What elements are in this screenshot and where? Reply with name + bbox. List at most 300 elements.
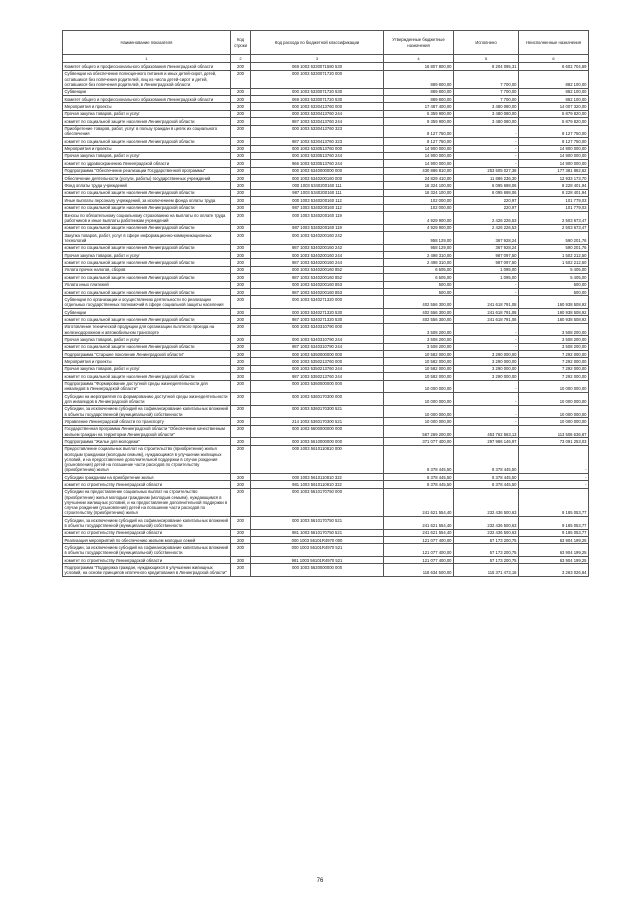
row-classification: 987 1003 5340200160 112: [251, 204, 384, 211]
row-executed: 2 426 226,53: [454, 224, 519, 231]
row-unexecuted: 882 100,00: [519, 95, 589, 102]
row-code: 200: [231, 488, 251, 516]
row-executed: 57 173 200,75: [454, 536, 519, 543]
row-classification: 987 1003 5340200160 242: [251, 244, 384, 251]
table-row: [63, 281, 589, 288]
row-classification: 000 1003 5330413760 323: [251, 125, 384, 138]
row-approved: 3 508 200,00: [384, 343, 454, 350]
row-classification: 987 1003 5340271320 530: [251, 316, 384, 323]
row-executed: -: [454, 281, 519, 288]
row-executed: 241 618 791,08: [454, 308, 519, 315]
row-executed: 987 097,50: [454, 259, 519, 266]
column-number: 6: [519, 55, 589, 63]
row-classification: 000 1003 5610170750 000: [251, 488, 384, 516]
row-code: 200: [231, 373, 251, 380]
row-executed: 8 378 445,50: [454, 481, 519, 488]
row-classification: 000 1003 5340200160 244: [251, 251, 384, 258]
row-approved: 958 129,00: [384, 244, 454, 251]
table-row: [63, 365, 589, 372]
row-unexecuted: 2 503 673,47: [519, 224, 589, 231]
table-row: [63, 182, 589, 189]
table-row: [63, 110, 589, 117]
row-name: комитет по социальной защите населения Ленинградской области: [63, 259, 231, 266]
row-unexecuted: 5 879 820,00: [519, 110, 589, 117]
row-name: Изготовление технической продукции для организации льготного проезда на железнодорожном и автомобильном транспорте: [63, 323, 231, 336]
row-classification: 987 1003 5330413760 244: [251, 118, 384, 125]
table-row: [63, 152, 589, 159]
row-code: 200: [231, 323, 251, 336]
table-row: [63, 380, 589, 393]
row-code: 200: [231, 393, 251, 406]
budget-table: [62, 30, 589, 577]
table-row: [63, 125, 589, 138]
row-executed: 6 095 698,06: [454, 182, 519, 189]
row-classification: 981 1003 5610170750 521: [251, 529, 384, 536]
row-code: 200: [231, 438, 251, 445]
row-name: Управление Ленинградской области по транспорту: [63, 418, 231, 425]
row-code: 200: [231, 145, 251, 152]
row-unexecuted: 1 502 212,50: [519, 259, 589, 266]
row-approved: 241 621 554,40: [384, 529, 454, 536]
row-unexecuted: 500,00: [519, 288, 589, 295]
row-executed: -: [454, 288, 519, 295]
table-row: [63, 167, 589, 174]
table-body: [63, 63, 589, 577]
row-executed: 7 700,00: [454, 88, 519, 95]
row-name: Мероприятия и проекты: [63, 358, 231, 365]
row-code: 200: [231, 212, 251, 225]
row-classification: 000 1003 5340200160 242: [251, 232, 384, 245]
row-name: Предоставление социальных выплат на строительство (приобретение) жилья молодым гражданам (молодым семьям), нуждающимся в улучшении жилищных условий, и на предоставление дополнительной поддержки в случае рождения (усыновления) детей на погашение части расходов по строительству (приобретению) жилья: [63, 445, 231, 473]
row-name: Субвенции: [63, 88, 231, 95]
row-executed: -: [454, 418, 519, 425]
row-classification: 000 1003 5360000000 000: [251, 380, 384, 393]
row-executed: -: [454, 323, 519, 336]
row-name: Субсидии, за исключением субсидий на софинансирование капитальных вложений в объекты государственной (муниципальной) собственности: [63, 516, 231, 529]
row-approved: 24 829 410,00: [384, 175, 454, 182]
row-approved: 8 378 445,50: [384, 445, 454, 473]
row-executed: -: [454, 343, 519, 350]
row-code: 200: [231, 70, 251, 88]
row-name: Субвенции по организации и осуществлению деятельности по реализации отдельных государственных полномочий в сфере социальной защиты населения: [63, 296, 231, 309]
row-classification: 000 1003 5340200160 119: [251, 212, 384, 225]
header-executed: Исполнено: [454, 31, 519, 55]
table-row: [63, 564, 589, 577]
row-classification: 987 1003 5340200160 119: [251, 224, 384, 231]
row-code: 200: [231, 266, 251, 273]
row-classification: 000 1003 5330513760 244: [251, 152, 384, 159]
row-classification: 069 1003 5330071720 530: [251, 95, 384, 102]
row-executed: 11 886 236,30: [454, 175, 519, 182]
table-row: [63, 63, 589, 70]
row-approved: 4 929 900,00: [384, 212, 454, 225]
table-row: [63, 405, 589, 418]
row-approved: 2 498 310,00: [384, 251, 454, 258]
row-unexecuted: 7 292 000,00: [519, 365, 589, 372]
table-row: [63, 445, 589, 473]
row-classification: 000 1003 5350213760 000: [251, 358, 384, 365]
row-executed: 297 986 146,97: [454, 438, 519, 445]
row-unexecuted: 177 381 882,62: [519, 167, 589, 174]
row-executed: 3 290 000,00: [454, 351, 519, 358]
row-classification: 987 1003 5340200160 111: [251, 189, 384, 196]
row-executed: 232 436 500,63: [454, 529, 519, 536]
row-classification: 987 1003 5340200160 852: [251, 274, 384, 281]
row-code: 200: [231, 103, 251, 110]
row-executed: 241 618 791,08: [454, 296, 519, 309]
row-classification: 981 1003 56101R4970 521: [251, 556, 384, 563]
table-row: [63, 308, 589, 315]
row-unexecuted: 12 933 173,70: [519, 175, 589, 182]
row-approved: 500,00: [384, 281, 454, 288]
row-classification: 000 1003 5620000000 000: [251, 564, 384, 577]
table-row: [63, 175, 589, 182]
row-executed: 987 097,50: [454, 251, 519, 258]
row-approved: 8 127 750,00: [384, 125, 454, 138]
row-code: 200: [231, 425, 251, 438]
row-approved: 6 505,00: [384, 274, 454, 281]
row-unexecuted: 8 228 401,94: [519, 189, 589, 196]
table-row: [63, 145, 589, 152]
row-executed: 3 290 000,00: [454, 373, 519, 380]
table-row: [63, 536, 589, 543]
row-unexecuted: 14 900 000,00: [519, 145, 589, 152]
table-row: [63, 204, 589, 211]
table-row: [63, 418, 589, 425]
column-number: 2: [231, 55, 251, 63]
row-classification: 000 1003 5340200160 853: [251, 281, 384, 288]
row-code: 200: [231, 110, 251, 117]
row-unexecuted: 160 938 508,92: [519, 296, 589, 309]
row-executed: 1 095,00: [454, 266, 519, 273]
row-approved: 430 886 810,00: [384, 167, 454, 174]
row-classification: 000 1003 5330413760 244: [251, 110, 384, 117]
row-unexecuted: 7 292 000,00: [519, 358, 589, 365]
row-executed: 253 505 027,38: [454, 167, 519, 174]
row-approved: 14 900 000,00: [384, 145, 454, 152]
row-code: 200: [231, 224, 251, 231]
row-name: комитет по социальной защите населения Ленинградской области: [63, 288, 231, 295]
row-unexecuted: 5 405,00: [519, 274, 589, 281]
row-executed: 7 700,00: [454, 95, 519, 102]
row-executed: 3 480 080,00: [454, 103, 519, 110]
row-executed: 6 095 698,06: [454, 189, 519, 196]
column-number-row: [63, 55, 589, 63]
row-unexecuted: 63 904 199,25: [519, 536, 589, 543]
table-row: [63, 481, 589, 488]
table-row: [63, 288, 589, 295]
row-name: Иные выплаты персоналу учреждений, за исключением фонда оплаты труда: [63, 197, 231, 204]
row-code: 200: [231, 556, 251, 563]
row-name: Субсидии на мероприятия по формированию доступной среды жизнедеятельности для инвалидов в Ленинградской области: [63, 393, 231, 406]
table-row: [63, 160, 589, 167]
budget-report-sheet: [62, 30, 588, 577]
row-code: 200: [231, 564, 251, 577]
row-name: Субсидии на предоставление социальных выплат на строительство (приобретение) жилья молодым гражданам (молодым семьям), нуждающимся в улучшении жилищных условий, и на предоставление дополнительной поддержки в случае рождения (усыновления) детей на погашение части расходов по строительству (приобретению) жилья: [63, 488, 231, 516]
row-approved: 16 324 100,00: [384, 182, 454, 189]
header-unexecuted: Неисполненные назначения: [519, 31, 589, 55]
row-unexecuted: -: [519, 481, 589, 488]
table-row: [63, 438, 589, 445]
row-approved: 118 634 500,00: [384, 564, 454, 577]
row-executed: 367 928,24: [454, 244, 519, 251]
row-classification: 981 1003 5610110810 322: [251, 481, 384, 488]
row-code: 200: [231, 288, 251, 295]
table-row: [63, 138, 589, 145]
row-unexecuted: 10 000 000,00: [519, 380, 589, 393]
row-approved: 889 800,00: [384, 88, 454, 95]
row-name: Государственная программа Ленинградской области "Обеспечение качественным жильем граждан на территории Ленинградской области": [63, 425, 231, 438]
row-unexecuted: 10 000 000,00: [519, 405, 589, 418]
row-approved: 17 487 400,00: [384, 103, 454, 110]
row-approved: 9 359 900,00: [384, 118, 454, 125]
row-name: Комитет общего и профессионального образования Ленинградской области: [63, 63, 231, 70]
row-approved: 402 556 300,00: [384, 308, 454, 315]
row-approved: 10 582 000,00: [384, 373, 454, 380]
table-row: [63, 197, 589, 204]
row-code: 200: [231, 474, 251, 481]
row-code: 200: [231, 138, 251, 145]
row-name: Подпрограмма "Поддержка граждан, нуждающихся в улучшении жилищных условий, на основе принципов ипотечного кредитования в Ленинградской области": [63, 564, 231, 577]
row-approved: 3 508 200,00: [384, 336, 454, 343]
row-executed: -: [454, 405, 519, 418]
row-executed: 232 436 500,63: [454, 516, 519, 529]
row-approved: 5 359 900,00: [384, 110, 454, 117]
row-classification: 987 1003 5350213760 244: [251, 373, 384, 380]
row-code: 200: [231, 418, 251, 425]
row-name: Прочая закупка товаров, работ и услуг: [63, 365, 231, 372]
column-number: 1: [63, 55, 231, 63]
row-code: 200: [231, 481, 251, 488]
table-row: [63, 266, 589, 273]
row-name: комитет по социальной защите населения Ленинградской области: [63, 244, 231, 251]
column-number: 4: [384, 55, 454, 63]
row-approved: 2 498 310,00: [384, 259, 454, 266]
row-unexecuted: 14 007 320,00: [519, 103, 589, 110]
row-approved: 16 807 800,00: [384, 63, 454, 70]
row-approved: 8 378 445,50: [384, 481, 454, 488]
row-unexecuted: 9 185 053,77: [519, 529, 589, 536]
row-code: 200: [231, 251, 251, 258]
table-row: [63, 373, 589, 380]
column-number: 5: [454, 55, 519, 63]
row-unexecuted: 10 000 000,00: [519, 393, 589, 406]
row-unexecuted: -: [519, 474, 589, 481]
row-approved: 567 269 200,00: [384, 425, 454, 438]
table-row: [63, 323, 589, 336]
row-name: Мероприятия и проекты: [63, 145, 231, 152]
row-name: Закупка товаров, работ, услуг в сфере информационно-коммуникационных технологий: [63, 232, 231, 245]
row-classification: 000 1003 5340200160 111: [251, 182, 384, 189]
row-code: 200: [231, 308, 251, 315]
row-executed: -: [454, 160, 519, 167]
row-classification: 069 1003 5330071580 530: [251, 63, 384, 70]
row-classification: 000 1003 5330513760 000: [251, 145, 384, 152]
row-name: комитет по социальной защите населения Ленинградской области: [63, 373, 231, 380]
row-code: 200: [231, 95, 251, 102]
row-unexecuted: 9 185 053,77: [519, 516, 589, 529]
row-classification: 000 1003 5610110810 000: [251, 445, 384, 473]
row-unexecuted: 160 938 508,92: [519, 308, 589, 315]
row-approved: 4 929 900,00: [384, 224, 454, 231]
row-executed: -: [454, 125, 519, 138]
row-unexecuted: 3 508 200,00: [519, 343, 589, 350]
row-classification: 000 1003 5330413760 000: [251, 103, 384, 110]
row-executed: 3 290 000,00: [454, 358, 519, 365]
row-unexecuted: 590 201,76: [519, 244, 589, 251]
row-unexecuted: 14 900 000,00: [519, 160, 589, 167]
row-executed: 115 371 473,16: [454, 564, 519, 577]
row-classification: 000 1003 5600000000 000: [251, 425, 384, 438]
row-approved: 10 582 000,00: [384, 365, 454, 372]
row-name: комитет по социальной защите населения Ленинградской области: [63, 274, 231, 281]
row-unexecuted: 8 127 750,00: [519, 125, 589, 138]
row-executed: 220,97: [454, 204, 519, 211]
table-row: [63, 251, 589, 258]
row-classification: 000 1003 5610110810 322: [251, 474, 384, 481]
row-approved: 958 129,00: [384, 232, 454, 245]
table-row: [63, 274, 589, 281]
table-row: [63, 474, 589, 481]
row-classification: 987 1003 5340200160 853: [251, 288, 384, 295]
row-code: 200: [231, 516, 251, 529]
row-name: комитет по строительству Ленинградской области: [63, 481, 231, 488]
row-approved: 402 556 300,00: [384, 316, 454, 323]
row-executed: 3 290 000,00: [454, 365, 519, 372]
row-executed: 1 095,00: [454, 274, 519, 281]
row-name: Подпрограмма "Жилье для молодежи": [63, 438, 231, 445]
row-executed: 8 378 445,50: [454, 445, 519, 473]
table-row: [63, 336, 589, 343]
row-unexecuted: 14 900 000,00: [519, 152, 589, 159]
row-code: 200: [231, 125, 251, 138]
row-executed: -: [454, 145, 519, 152]
row-name: Подпрограмма "Обеспечение реализации Государственной программы": [63, 167, 231, 174]
row-code: 200: [231, 380, 251, 393]
row-unexecuted: 8 228 401,94: [519, 182, 589, 189]
table-row: [63, 351, 589, 358]
row-executed: 3 480 080,00: [454, 110, 519, 117]
row-classification: 000 1003 5330071720 530: [251, 88, 384, 95]
row-code: 200: [231, 152, 251, 159]
row-executed: -: [454, 393, 519, 406]
row-classification: 966 1003 5330513760 244: [251, 160, 384, 167]
row-classification: 000 1003 56101R4970 000: [251, 536, 384, 543]
row-name: Прочая закупка товаров, работ и услуг: [63, 152, 231, 159]
row-executed: -: [454, 138, 519, 145]
row-name: комитет по социальной защите населения Ленинградской области: [63, 204, 231, 211]
row-classification: 000 1003 5340271320 000: [251, 296, 384, 309]
row-classification: 000 1003 5330071720 000: [251, 70, 384, 88]
row-name: комитет по строительству Ленинградской области: [63, 529, 231, 536]
row-code: 200: [231, 118, 251, 125]
row-code: 200: [231, 343, 251, 350]
row-classification: 987 1003 5330413760 323: [251, 138, 384, 145]
row-executed: 241 618 791,08: [454, 316, 519, 323]
table-row: [63, 259, 589, 266]
row-name: Уплата прочих налогов, сборов: [63, 266, 231, 273]
row-code: 200: [231, 445, 251, 473]
row-unexecuted: 7 292 000,00: [519, 373, 589, 380]
row-approved: 10 000 000,00: [384, 393, 454, 406]
row-classification: 987 1003 5340310790 244: [251, 343, 384, 350]
row-classification: 000 1003 5340310790 000: [251, 323, 384, 336]
row-code: 200: [231, 167, 251, 174]
row-executed: -: [454, 380, 519, 393]
row-approved: 102 000,00: [384, 204, 454, 211]
header-class: Код расхода по бюджетной классификации: [251, 31, 384, 55]
row-classification: 000 1003 5350213760 244: [251, 365, 384, 372]
row-unexecuted: 2 503 673,47: [519, 212, 589, 225]
table-row: [63, 103, 589, 110]
table-row: [63, 118, 589, 125]
row-unexecuted: 1 502 212,50: [519, 251, 589, 258]
row-unexecuted: 8 127 750,00: [519, 138, 589, 145]
row-approved: 6 505,00: [384, 266, 454, 273]
row-approved: 500,00: [384, 288, 454, 295]
row-unexecuted: 7 292 000,00: [519, 351, 589, 358]
row-unexecuted: 113 506 636,87: [519, 425, 589, 438]
row-unexecuted: 882 100,00: [519, 70, 589, 88]
row-classification: 000 1003 5360170300 000: [251, 393, 384, 406]
row-unexecuted: 3 508 200,00: [519, 323, 589, 336]
table-row: [63, 544, 589, 557]
row-approved: 10 582 000,00: [384, 358, 454, 365]
row-name: Субсидии, за исключением субсидий на софинансирование капитальных вложений в объекты государственной (муниципальной) собственности: [63, 544, 231, 557]
table-row: [63, 224, 589, 231]
row-unexecuted: 101 779,03: [519, 204, 589, 211]
header-approved: Утвержденные бюджетные назначения: [384, 31, 454, 55]
table-row: [63, 244, 589, 251]
row-approved: 10 000 000,00: [384, 380, 454, 393]
row-executed: 220,97: [454, 197, 519, 204]
row-executed: 3 480 080,00: [454, 118, 519, 125]
table-row: [63, 556, 589, 563]
row-unexecuted: 5 879 820,00: [519, 118, 589, 125]
row-approved: 10 000 000,00: [384, 418, 454, 425]
row-approved: 402 556 300,00: [384, 296, 454, 309]
row-code: 200: [231, 160, 251, 167]
row-executed: 232 436 500,63: [454, 488, 519, 516]
row-approved: 121 077 400,00: [384, 544, 454, 557]
row-name: Приобретение товаров, работ, услуг в пользу граждан в целях их социального обеспечения: [63, 125, 231, 138]
row-name: комитет по социальной защите населения Ленинградской области: [63, 138, 231, 145]
row-classification: 987 1003 5340200160 244: [251, 259, 384, 266]
row-classification: 000 1003 5340200160 000: [251, 175, 384, 182]
row-classification: 000 1003 5340271320 530: [251, 308, 384, 315]
row-classification: 000 1003 5340000000 000: [251, 167, 384, 174]
row-name: комитет по социальной защите населения Ленинградской области: [63, 118, 231, 125]
table-header-row: [63, 31, 589, 55]
row-classification: 214 1003 5360170300 521: [251, 418, 384, 425]
row-code: 200: [231, 336, 251, 343]
row-unexecuted: 63 904 199,25: [519, 556, 589, 563]
row-code: 200: [231, 204, 251, 211]
row-code: 200: [231, 175, 251, 182]
row-name: комитет по социальной защите населения Ленинградской области: [63, 316, 231, 323]
row-unexecuted: 882 100,00: [519, 88, 589, 95]
table-row: [63, 316, 589, 323]
row-name: Подпрограмма "Формирование доступной среды жизнедеятельности для инвалидов в Ленинградской области": [63, 380, 231, 393]
row-name: Прочая закупка товаров, работ и услуг: [63, 110, 231, 117]
row-name: Обеспечение деятельности (услуги, работы) государственных учреждений: [63, 175, 231, 182]
row-unexecuted: 63 904 199,25: [519, 544, 589, 557]
row-unexecuted: 3 263 026,84: [519, 564, 589, 577]
row-name: Комитет общего и профессионального образования Ленинградской области: [63, 95, 231, 102]
row-name: комитет по здравоохранению Ленинградской области: [63, 160, 231, 167]
row-executed: 57 173 200,75: [454, 544, 519, 557]
row-unexecuted: 5 405,00: [519, 266, 589, 273]
